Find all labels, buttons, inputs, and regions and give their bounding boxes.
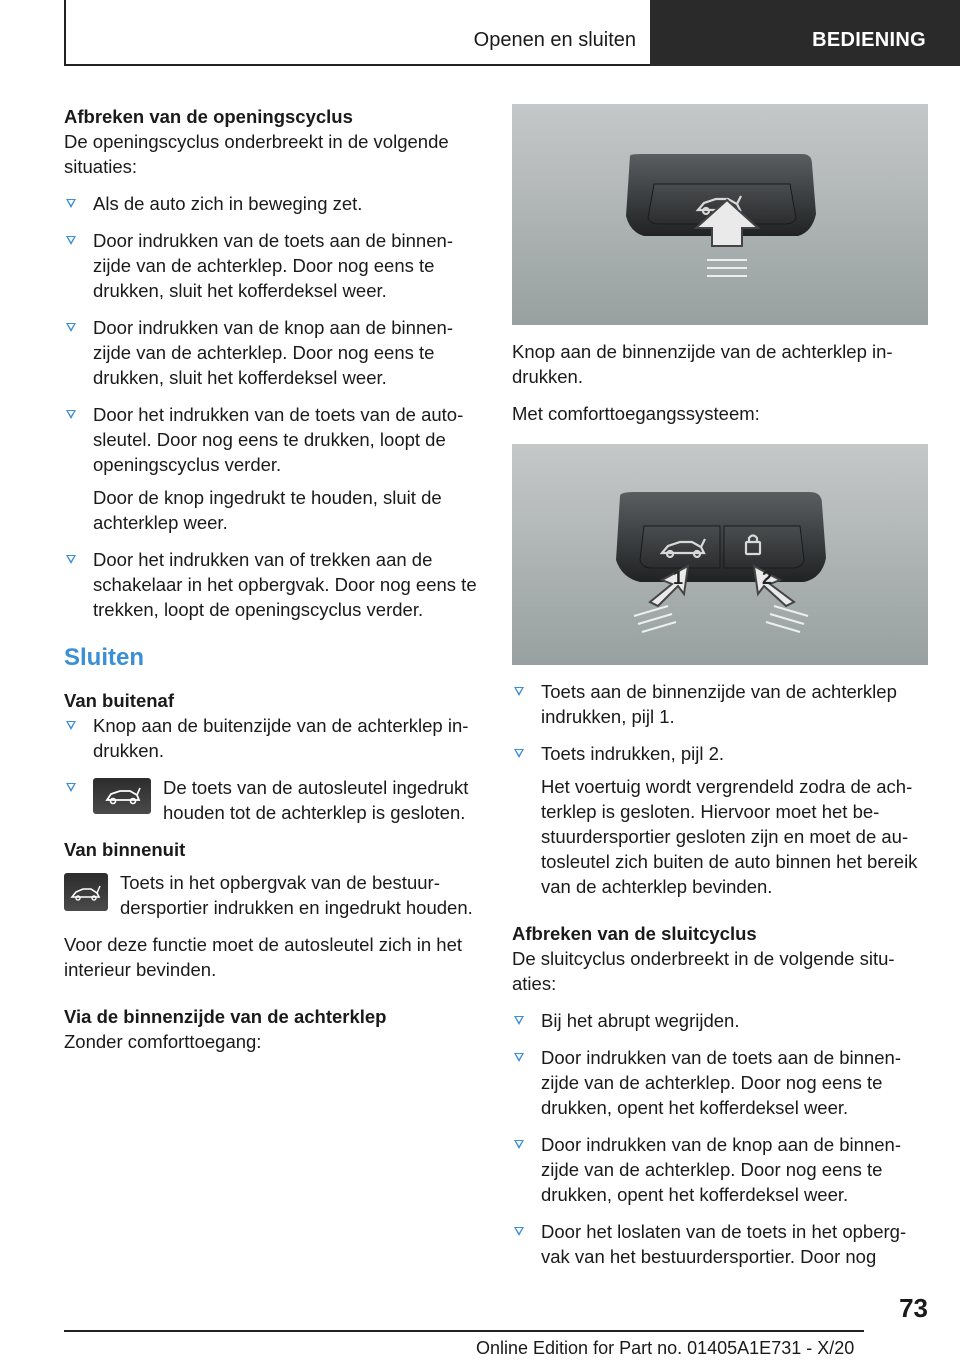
paragraph-openingscyclus-intro: De openingscyclus onderbreekt in de volgende situaties:: [64, 131, 449, 177]
list-item: Door het indrukken van de toets van de autosleutel. Door nog eens te drukken, loopt de openingscyclus verder. Door de knop ingedrukt te houden, sluit de achterklep weer.: [64, 402, 480, 535]
heading-via-binnenzijde: Via de binnenzijde van de achterklep: [64, 1006, 387, 1027]
list-item-subparagraph: Door de knop ingedrukt te houden, sluit de achterklep weer.: [93, 487, 442, 533]
footer-edition: Online Edition for Part no. 01405A1E731 - X/20: [476, 1338, 855, 1358]
right-column: [512, 104, 928, 1281]
heading-sluiten: Sluiten: [64, 644, 145, 671]
heading-van-binnenuit: Van binnenuit: [64, 839, 186, 860]
list-item: Door indrukken van de toets aan de binnenzijde van de achterklep. Door nog eens te drukken, sluit het kofferdeksel weer.: [64, 228, 480, 303]
list-item: Als de auto zich in beweging zet.: [64, 191, 480, 216]
list-item: Door het indrukken van of trekken aan de schakelaar in het opbergvak. Door nog eens te trekken, loopt de openingscyclus verder.: [64, 547, 480, 622]
page-number: 73: [899, 1293, 928, 1323]
header-section-title: Openen en sluiten: [473, 29, 636, 51]
list-item: Toets aan de binnenzijde van de achterklep indrukken, pijl 1.: [512, 679, 928, 729]
trunk-button-photo: [512, 104, 928, 325]
list-item: De toets van de autosleutel ingedrukt houden tot de achterklep is gesloten.: [64, 775, 480, 825]
list-openingscyclus: [64, 191, 480, 622]
list-van-buitenaf: [64, 713, 480, 825]
caption-knop-binnenzijde: Knop aan de binnenzijde van de achterklep indrukken.: [512, 341, 893, 387]
arrow-1-label: 1: [673, 568, 684, 588]
footer-rule: [64, 1330, 864, 1332]
header-chapter-label: BEDIENING: [812, 29, 926, 51]
list-comforttoegang: [512, 679, 928, 899]
arrow-2-label: 2: [762, 568, 773, 588]
header-bottom-rule: [64, 64, 650, 66]
list-item-subparagraph: Het voertuig wordt vergrendeld zodra de achterklep is gesloten. Hiervoor moet het bestuurdersportier gesloten zijn en moet de autosleutel zich buiten de auto binnen het bereik van de achterklep bevinden.: [541, 776, 918, 897]
heading-afbreken-sluitcyclus: Afbreken van de sluitcyclus: [512, 923, 757, 944]
list-item: Toets indrukken, pijl 2. Het voertuig wordt vergrendeld zodra de achterklep is gesloten. Hiervoor moet het bestuurdersportier gesloten zijn en moet de autosleutel zich buiten de auto binnen het bereik van de achterklep bevinden.: [512, 741, 928, 899]
list-item: Door indrukken van de knop aan de binnenzijde van de achterklep. Door nog eens te drukken, sluit het kofferdeksel weer.: [64, 315, 480, 390]
heading-afbreken-openingscyclus: Afbreken van de openingscyclus: [64, 106, 353, 127]
left-column: [64, 104, 480, 1066]
heading-van-buitenaf: Van buitenaf: [64, 690, 174, 711]
comfort-access-buttons-photo: [512, 444, 928, 665]
list-item: Door indrukken van de toets aan de binnenzijde van de achterklep. Door nog eens te drukken, opent het kofferdeksel weer.: [512, 1045, 928, 1120]
list-item: Knop aan de buitenzijde van de achterklep indrukken.: [64, 713, 480, 763]
paragraph-zonder-comforttoegang: Zonder comforttoegang:: [64, 1031, 262, 1052]
paragraph-met-comforttoegang: Met comforttoegangssysteem:: [512, 403, 760, 424]
car-trunk-key-icon: [93, 778, 151, 814]
list-item: Door indrukken van de knop aan de binnenzijde van de achterklep. Door nog eens te drukken, opent het kofferdeksel weer.: [512, 1132, 928, 1207]
paragraph-autosleutel-interieur: Voor deze functie moet de autosleutel zich in het interieur bevinden.: [64, 934, 463, 980]
car-trunk-switch-icon: [64, 873, 108, 911]
paragraph-binnenuit: Toets in het opbergvak van de bestuurdersportier indrukken en ingedrukt houden.: [64, 870, 480, 920]
header-chapter-tab: [650, 0, 960, 66]
paragraph-sluitcyclus-intro: De sluitcyclus onderbreekt in de volgende situaties:: [512, 948, 895, 994]
list-sluitcyclus: [512, 1008, 928, 1269]
list-item: Bij het abrupt wegrijden.: [512, 1008, 928, 1033]
list-item: Door het loslaten van de toets in het opbergvak van het bestuurdersportier. Door nog: [512, 1219, 928, 1269]
